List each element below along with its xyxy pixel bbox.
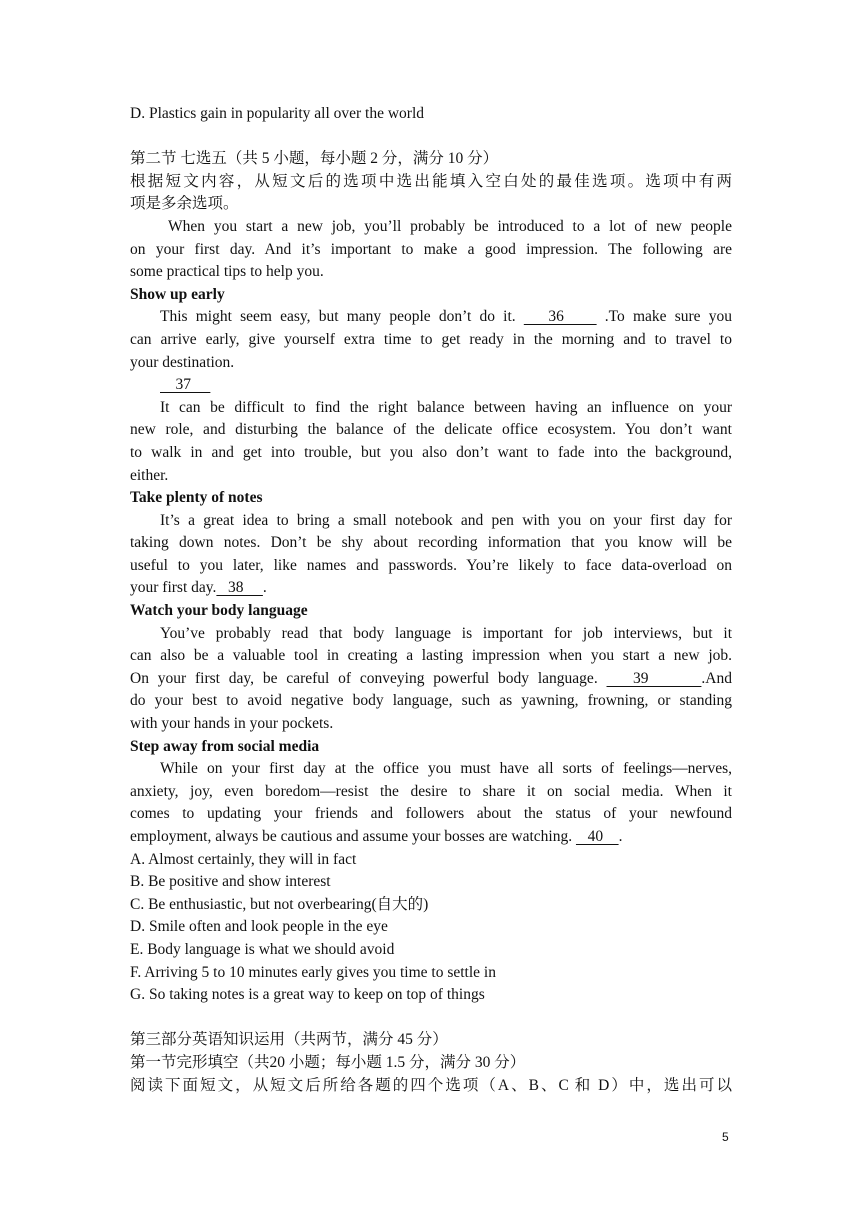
text-line: either. [130,466,169,484]
blank-line [130,1007,732,1030]
page-content [130,103,732,1097]
text-line [130,826,732,849]
subheading: Show up early [130,285,225,303]
text-line: your destination. [130,353,235,371]
text-span: On your first day, be careful of conveying powerful body language. [130,669,607,687]
text-line: useful to you later, like names and passwords. You’re likely to face data-overload on [130,556,732,574]
blank-38: 38 [216,579,263,597]
section-heading: 第三部分英语知识运用（共两节，满分 45 分） [130,1031,448,1049]
text-line: D. Plastics gain in popularity all over the world [130,105,425,122]
text-line: on your first day. And it’s important to make a good impression. The following are [130,240,732,258]
text-line: new role, and disturbing the balance of the delicate office ecosystem. You don’t want [130,421,732,439]
option-e: E. Body language is what we should avoid [130,940,395,958]
blank-40: 40 [575,828,619,845]
blank-line [130,126,732,149]
text-line [130,577,732,600]
instruction-line: 项是多余选项。 [130,195,239,213]
text-span: .To make sure you [596,308,732,326]
blank-39: 39 [606,669,702,687]
text-line: can also be a valuable tool in creating a lasting impression when you start a new job. [130,647,732,665]
text-line: While on your first day at the office you must have all sorts of feelings—nerves, [160,760,732,778]
option-f: F. Arriving 5 to 10 minutes early gives you time to settle in [130,963,496,981]
text-line: You’ve probably read that body language is important for job interviews, but it [160,624,732,642]
text-line: When you start a new job, you’ll probably be introduced to a lot of new people [168,217,732,235]
text-span: . [618,828,623,845]
text-line: some practical tips to help you. [130,263,324,281]
text-span: . [262,579,267,597]
section-heading: 第一节完形填空（共20 小题；每小题 1.5 分，满分 30 分） [130,1053,526,1071]
text-line: can arrive early, give yourself extra time to get ready in the morning and to travel to [130,330,732,348]
text-line: comes to updating your friends and followers about the status of your newfound [130,805,732,823]
text-span: employment, always be cautious and assume your bosses are watching. [130,828,576,845]
blank-37: 37 [160,376,211,394]
subheading: Take plenty of notes [130,489,263,507]
instruction-line: 阅读下面短文，从短文后所给各题的四个选项（A、B、C 和 D）中，选出可以 [130,1076,732,1094]
text-span: your first day. [130,579,217,597]
text-line [130,668,732,691]
text-line [130,306,732,329]
subheading: Watch your body language [130,602,308,620]
option-b: B. Be positive and show interest [130,873,331,891]
option-d: D. Smile often and look people in the eye [130,918,388,936]
instruction-line: 根据短文内容，从短文后的选项中选出能填入空白处的最佳选项。选项中有两 [130,172,732,190]
text-line: to walk in and get into trouble, but you also don’t want to fade into the background, [130,443,732,461]
text-line: do your best to avoid negative body language, such as yawning, frowning, or standing [130,692,732,710]
blank-36: 36 [523,308,597,326]
section-heading: 第二节 七选五（共 5 小题，每小题 2 分，满分 10 分） [130,150,499,168]
text-span: This might seem easy, but many people don’t do it. [160,308,524,326]
page-number: 5 [722,1130,729,1144]
text-line: taking down notes. Don’t be shy about recording information that you know will be [130,534,732,552]
text-line [130,374,732,397]
option-a: A. Almost certainly, they will in fact [130,850,357,868]
subheading: Step away from social media [130,737,320,755]
option-c: C. Be enthusiastic, but not overbearing(自大的) [130,895,429,913]
option-g: G. So taking notes is a great way to keep on top of things [130,986,485,1004]
text-span: .And [701,669,732,687]
text-line: anxiety, joy, even boredom—resist the desire to share it on social media. When it [130,782,732,800]
text-line: It can be difficult to find the right balance between having an influence on your [160,398,732,416]
text-line: It’s a great idea to bring a small notebook and pen with you on your first day for [160,511,732,529]
text-line: with your hands in your pockets. [130,715,334,733]
